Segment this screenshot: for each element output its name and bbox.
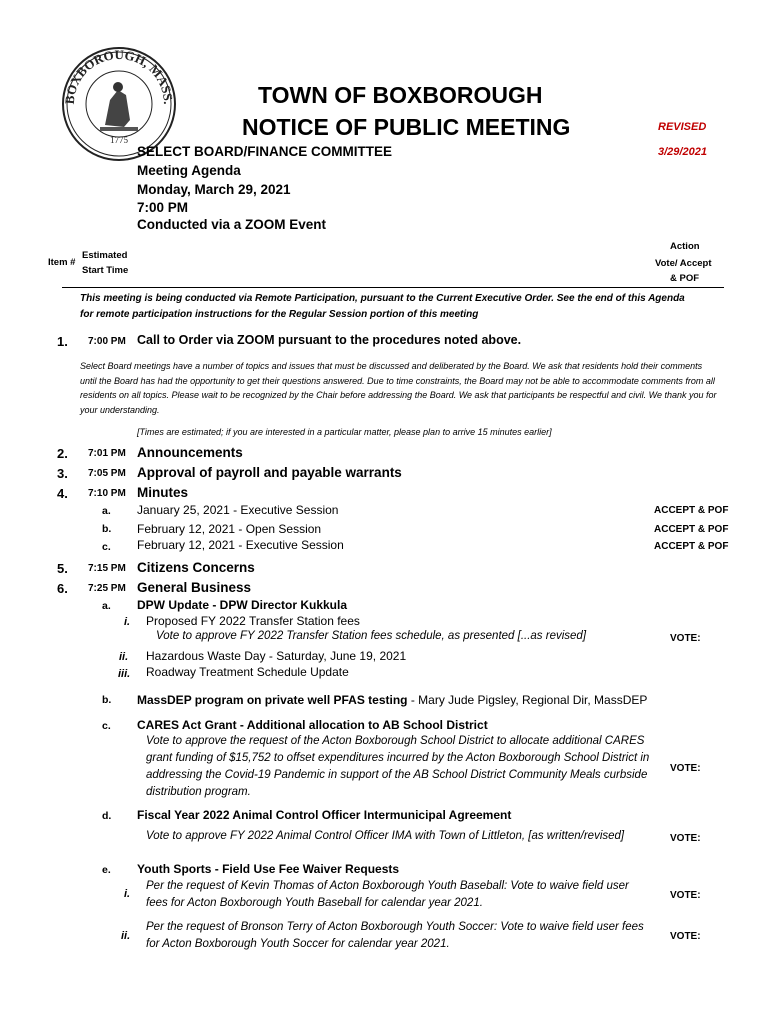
col-pof: & POF [670, 273, 700, 284]
sub-letter: b. [102, 694, 112, 706]
subitem-title-bold: MassDEP program on private well PFAS testing [137, 693, 408, 707]
action-label: ACCEPT & POF [654, 524, 729, 535]
sub-letter: e. [102, 864, 111, 876]
sub-letter: b. [102, 523, 112, 535]
item-number: 5. [57, 561, 68, 576]
vote-label: VOTE: [670, 890, 701, 901]
item-number: 3. [57, 466, 68, 481]
agenda-label: Meeting Agenda [137, 163, 241, 178]
subitem-title: Youth Sports - Field Use Fee Waiver Requests [137, 862, 400, 876]
item-title: Approval of payroll and payable warrants [137, 465, 402, 480]
col-start-time: Start Time [82, 265, 129, 276]
sub-letter: a. [102, 505, 111, 517]
item-title: Minutes [137, 485, 189, 500]
vote-label: VOTE: [670, 763, 701, 774]
col-vote-accept: Vote/ Accept [655, 258, 712, 269]
svg-text:BOXBOROUGH, MASS.: BOXBOROUGH, MASS. [61, 46, 177, 105]
minutes-entry: February 12, 2021 - Open Session [137, 522, 322, 536]
action-label: ACCEPT & POF [654, 541, 729, 552]
vote-motion: Per the request of Kevin Thomas of Acton Boxborough Youth Baseball: Vote to waive field user fees for Acton Boxborough Youth Baseball for calendar year 2021. [146, 880, 629, 909]
vote-motion: Vote to approve FY 2022 Transfer Station fees schedule, as presented [...as revised] [156, 630, 587, 642]
sub-letter: a. [102, 600, 111, 612]
item-number: 6. [57, 581, 68, 596]
vote-motion: Vote to approve FY 2022 Animal Control Officer IMA with Town of Littleton, [as written/revised] [146, 830, 625, 842]
vote-label: VOTE: [670, 833, 701, 844]
item-time: 7:01 PM [88, 448, 126, 459]
subitem-text: Roadway Treatment Schedule Update [146, 665, 349, 679]
item-time: 7:00 PM [88, 336, 126, 347]
roman-numeral: ii. [121, 930, 131, 942]
roman-numeral: iii. [118, 668, 131, 680]
roman-numeral: i. [124, 888, 131, 900]
subitem-title [137, 693, 647, 707]
intro-paragraph: Select Board meetings have a number of topics and issues that must be discussed and deliberated by the Board. We ask that residents hold their comments until the Board has had the opportunity to get their questions answered. Due to time constraints, the Board may not be able to accommodate comments from all residents on all topics. Please wait to be recognized by the Chair before addressing the Board. We ask that participants be respectful and civil. We thank you for your understanding. [80, 361, 717, 415]
times-note: [Times are estimated; if you are interested in a particular matter, please plan to arrive 15 minutes earlier] [137, 427, 552, 437]
notice-title: NOTICE OF PUBLIC MEETING [242, 114, 571, 140]
remote-notice: This meeting is being conducted via Remote Participation, pursuant to the Current Executive Order. See the end of this Agenda for remote participation instructions for the Regular Session portion of this meeting [80, 293, 685, 320]
revised-date: 3/29/2021 [658, 146, 707, 158]
subitem-title: DPW Update - DPW Director Kukkula [137, 598, 348, 612]
item-time: 7:15 PM [88, 563, 126, 574]
minutes-entry: February 12, 2021 - Executive Session [137, 538, 344, 552]
subitem-title: Fiscal Year 2022 Animal Control Officer Intermunicipal Agreement [137, 808, 512, 822]
sub-letter: c. [102, 541, 111, 553]
vote-label: VOTE: [670, 931, 701, 942]
item-title: Citizens Concerns [137, 560, 255, 575]
meeting-format: Conducted via a ZOOM Event [137, 217, 327, 232]
subitem-presenter: - Mary Jude Pigsley, Regional Dir, MassDEP [407, 693, 648, 707]
item-time: 7:10 PM [88, 488, 126, 499]
item-number: 1. [57, 334, 68, 349]
vote-label: VOTE: [670, 633, 701, 644]
svg-text:1775: 1775 [110, 135, 128, 145]
revised-label: REVISED [658, 121, 707, 133]
subitem-text: Proposed FY 2022 Transfer Station fees [146, 614, 360, 628]
action-label: ACCEPT & POF [654, 505, 729, 516]
item-time: 7:05 PM [88, 468, 126, 479]
roman-numeral: i. [124, 616, 131, 628]
item-time: 7:25 PM [88, 583, 126, 594]
col-item: Item # [48, 257, 76, 268]
item-title: General Business [137, 580, 252, 595]
sub-letter: d. [102, 810, 112, 822]
item-title: Call to Order via ZOOM pursuant to the procedures noted above. [137, 333, 522, 347]
col-estimated: Estimated [82, 250, 128, 261]
board-name: SELECT BOARD/FINANCE COMMITTEE [137, 144, 392, 159]
item-title: Announcements [137, 445, 243, 460]
header-divider [62, 287, 724, 288]
subitem-text: Hazardous Waste Day - Saturday, June 19, 2021 [146, 649, 407, 663]
item-number: 4. [57, 486, 68, 501]
town-title: TOWN OF BOXBOROUGH [258, 82, 543, 108]
minutes-entry: January 25, 2021 - Executive Session [137, 503, 339, 517]
meeting-time: 7:00 PM [137, 200, 189, 215]
col-action: Action [670, 241, 700, 252]
vote-motion: Per the request of Bronson Terry of Acton Boxborough Youth Soccer: Vote to waive field user fees for Acton Boxborough Youth Soccer for calendar year 2021. [146, 921, 644, 950]
subitem-title: CARES Act Grant - Additional allocation to AB School District [137, 718, 488, 732]
item-number: 2. [57, 446, 68, 461]
vote-motion: Vote to approve the request of the Acton Boxborough School District to allocate additional CARES grant funding of $15,752 to offset expenditures incurred by the Acton Boxborough School District in addressing the Covid-19 Pandemic in support of the AB School District Community Meals curbside distribution program. [146, 735, 650, 798]
meeting-date: Monday, March 29, 2021 [137, 182, 291, 197]
sub-letter: c. [102, 720, 111, 732]
roman-numeral: ii. [119, 651, 129, 663]
